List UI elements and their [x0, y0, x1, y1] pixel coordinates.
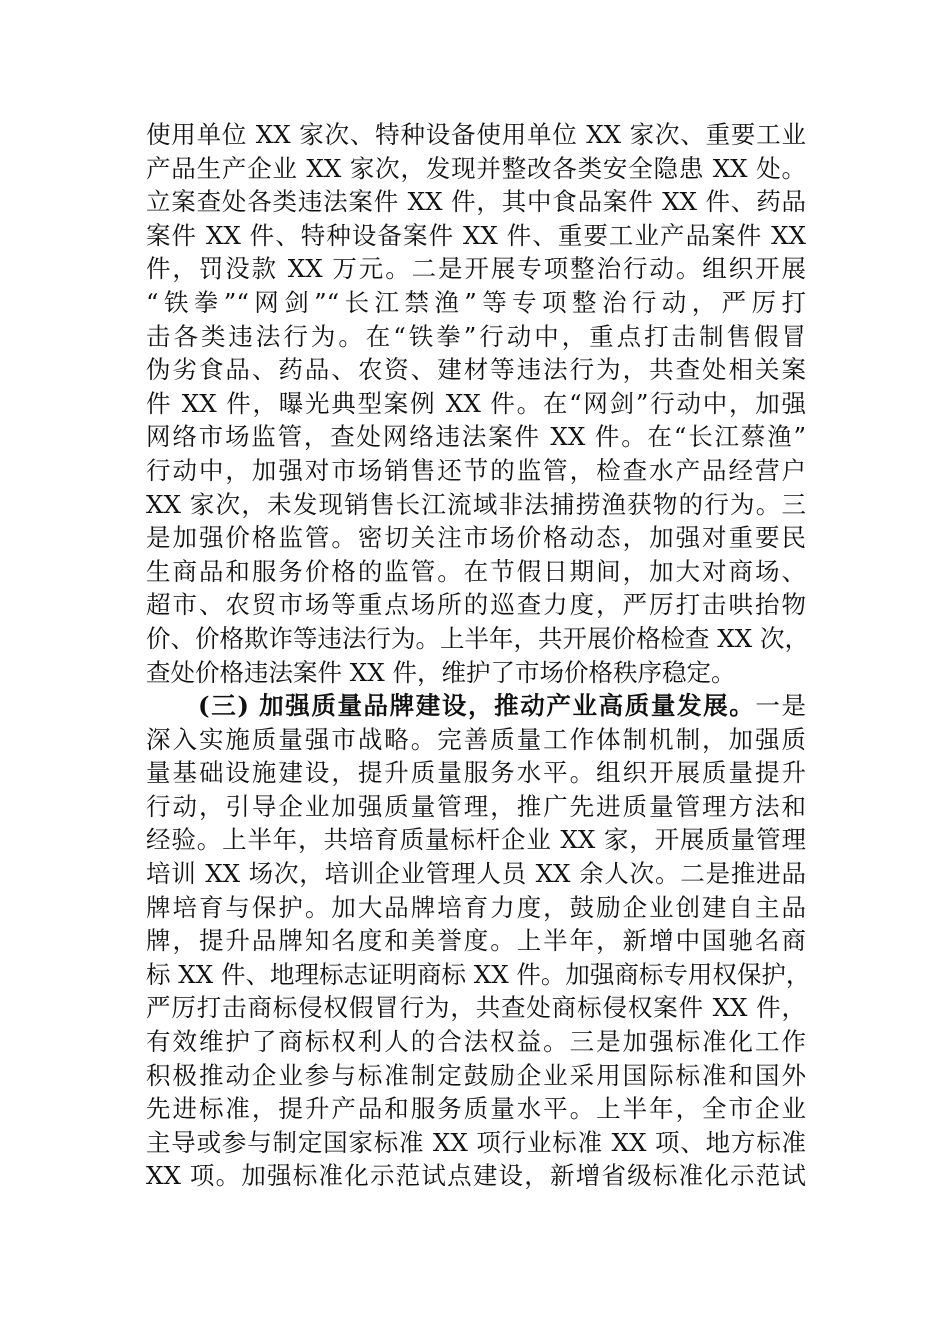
heading-tail: 一是 — [755, 691, 806, 721]
text-line: 件 XX 件，曝光典型案例 XX 件。在“网剑”行动中，加强 — [146, 388, 806, 418]
text-line: 使用单位 XX 家次、特种设备使用单位 XX 家次、重要工业 — [146, 120, 806, 149]
section-heading-line — [146, 689, 806, 723]
text-line: XX 项。加强标准化示范试点建设，新增省级标准化示范试 — [146, 1161, 806, 1191]
text-line: 击各类违法行为。在“铁拳”行动中，重点打击制售假冒 — [146, 321, 806, 351]
text-line: 先进标准，提升产品和服务质量水平。上半年，全市企业 — [146, 1094, 806, 1124]
text-line: 有效维护了商标权利人的合法权益。三是加强标准化工作 — [146, 1027, 806, 1057]
text-line: 严厉打击商标侵权假冒行为，共查处商标侵权案件 XX 件， — [146, 993, 806, 1023]
text-line: 量基础设施建设，提升质量服务水平。组织开展质量提升 — [146, 758, 806, 788]
text-line: 价、价格欺诈等违法行为。上半年，共开展价格检查 XX 次， — [146, 623, 809, 653]
text-line: 深入实施质量强市战略。完善质量工作体制机制，加强质 — [146, 724, 806, 754]
text-line: 立案查处各类违法案件 XX 件，其中食品案件 XX 件、药品 — [146, 187, 806, 217]
text-line: 查处价格违法案件 XX 件，维护了市场价格秩序稳定。 — [146, 657, 736, 687]
text-line: 生商品和服务价格的监管。在节假日期间，加大对商场、 — [146, 556, 806, 586]
text-line: 经验。上半年，共培育质量标杆企业 XX 家，开展质量管理 — [146, 825, 806, 855]
text-line: 标 XX 件、地理标志证明商标 XX 件。加强商标专用权保护， — [146, 959, 811, 989]
text-line: 超市、农贸市场等重点场所的巡查力度，严厉打击哄抬物 — [146, 590, 806, 620]
text-line: 行动中，加强对市场销售还节的监管，检查水产品经营户 — [146, 455, 806, 485]
document-body — [146, 118, 811, 1193]
text-line: 伪劣食品、药品、农资、建材等违法行为，共查处相关案 — [146, 355, 806, 385]
text-line: 案件 XX 件、特种设备案件 XX 件、重要工业产品案件 XX — [146, 220, 806, 250]
text-line: 积极推动企业参与标准制定鼓励企业采用国际标准和国外 — [146, 1060, 806, 1090]
text-line: 主导或参与制定国家标准 XX 项行业标准 XX 项、地方标准 — [146, 1127, 806, 1157]
text-line: 网络市场监管，查处网络违法案件 XX 件。在“长江蔡渔” — [146, 422, 806, 452]
section-heading: (三) 加强质量品牌建设，推动产业高质量发展。 — [198, 691, 756, 721]
text-line: 件，罚没款 XX 万元。二是开展专项整治行动。组织开展 — [146, 254, 806, 284]
text-line: 牌，提升品牌知名度和美誉度。上半年，新增中国驰名商 — [146, 926, 806, 956]
text-line: XX 家次，未发现销售长江流域非法捕捞渔获物的行为。三 — [146, 489, 806, 519]
text-line: “铁拳”“网剑”“长江禁渔”等专项整治行动，严厉打 — [146, 287, 806, 317]
text-line: 牌培育与保护。加大品牌培育力度，鼓励企业创建自主品 — [146, 892, 806, 922]
text-line: 是加强价格监管。密切关注市场价格动态，加强对重要民 — [146, 523, 806, 553]
text-line: 行动，引导企业加强质量管理，推广先进质量管理方法和 — [146, 791, 806, 821]
text-line: 产品生产企业 XX 家次，发现并整改各类安全隐患 XX 处。 — [146, 153, 806, 183]
text-line: 培训 XX 场次，培训企业管理人员 XX 余人次。二是推进品 — [146, 859, 806, 889]
